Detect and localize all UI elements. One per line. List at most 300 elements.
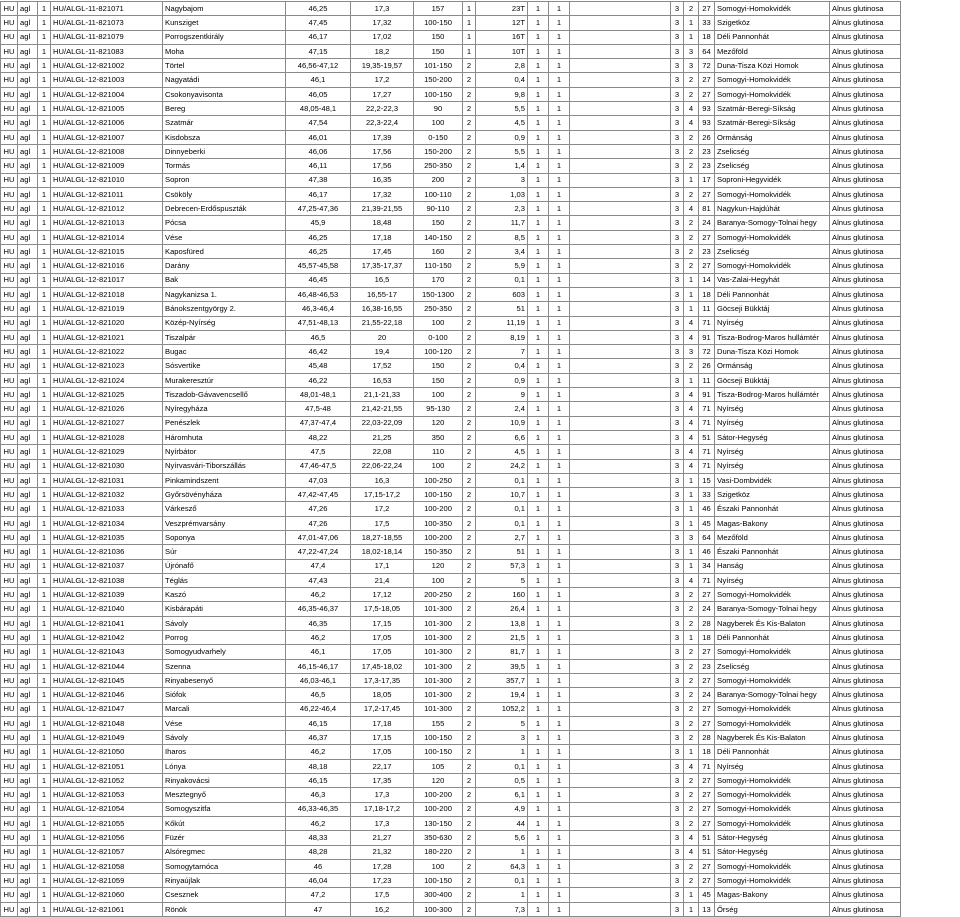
spacer-cell[interactable] (570, 416, 671, 430)
code-cell[interactable]: HU/ALGL-12-821054 (51, 802, 163, 816)
species-cell[interactable]: Alnus glutinosa (830, 316, 901, 330)
count-cell[interactable]: 1 (38, 473, 51, 487)
area-cell[interactable]: 10T (476, 44, 528, 58)
area-cell[interactable]: 26,4 (476, 602, 528, 616)
age-cell[interactable]: 2 (463, 187, 476, 201)
genus-cell[interactable]: agl (18, 359, 38, 373)
height-cell[interactable]: 1 (528, 702, 549, 716)
place-cell[interactable]: Sávoly (163, 731, 286, 745)
region-no-cell[interactable]: 71 (699, 316, 715, 330)
flag3-cell[interactable]: 2 (684, 187, 699, 201)
genus-cell[interactable]: agl (18, 116, 38, 130)
lat-cell[interactable]: 46,35 (286, 616, 351, 630)
code-cell[interactable]: HU/ALGL-12-821049 (51, 731, 163, 745)
lat-cell[interactable]: 46,42 (286, 345, 351, 359)
spacer-cell[interactable] (570, 316, 671, 330)
flag3-cell[interactable]: 4 (684, 445, 699, 459)
area-cell[interactable]: 8,5 (476, 230, 528, 244)
lat-cell[interactable]: 47,2 (286, 888, 351, 902)
height-cell[interactable]: 1 (528, 430, 549, 444)
altitude-cell[interactable]: 0-100 (414, 330, 463, 344)
genus-cell[interactable]: agl (18, 616, 38, 630)
age-cell[interactable]: 1 (463, 16, 476, 30)
species-cell[interactable]: Alnus glutinosa (830, 245, 901, 259)
count-cell[interactable]: 1 (38, 373, 51, 387)
height-cell[interactable]: 1 (528, 859, 549, 873)
region-cell[interactable]: Vasi-Dombvidék (715, 473, 830, 487)
country-cell[interactable]: HU (1, 159, 18, 173)
lat-cell[interactable]: 46 (286, 859, 351, 873)
country-cell[interactable]: HU (1, 116, 18, 130)
flag1-cell[interactable]: 1 (549, 859, 570, 873)
height-cell[interactable]: 1 (528, 230, 549, 244)
flag1-cell[interactable]: 1 (549, 731, 570, 745)
lat-cell[interactable]: 46,5 (286, 688, 351, 702)
genus-cell[interactable]: agl (18, 716, 38, 730)
count-cell[interactable]: 1 (38, 116, 51, 130)
height-cell[interactable]: 1 (528, 273, 549, 287)
flag1-cell[interactable]: 1 (549, 16, 570, 30)
flag2-cell[interactable]: 3 (671, 44, 684, 58)
altitude-cell[interactable]: 101-300 (414, 688, 463, 702)
species-cell[interactable]: Alnus glutinosa (830, 616, 901, 630)
age-cell[interactable]: 2 (463, 716, 476, 730)
place-cell[interactable]: Nagykanizsa 1. (163, 287, 286, 301)
region-no-cell[interactable]: 33 (699, 488, 715, 502)
flag1-cell[interactable]: 1 (549, 816, 570, 830)
genus-cell[interactable]: agl (18, 102, 38, 116)
flag3-cell[interactable]: 4 (684, 388, 699, 402)
code-cell[interactable]: HU/ALGL-12-821039 (51, 588, 163, 602)
count-cell[interactable]: 1 (38, 788, 51, 802)
species-cell[interactable]: Alnus glutinosa (830, 902, 901, 916)
lat-cell[interactable]: 48,01-48,1 (286, 388, 351, 402)
country-cell[interactable]: HU (1, 144, 18, 158)
altitude-cell[interactable]: 100-150 (414, 87, 463, 101)
age-cell[interactable]: 2 (463, 902, 476, 916)
region-cell[interactable]: Duna-Tisza Közi Homok (715, 59, 830, 73)
code-cell[interactable]: HU/ALGL-12-821027 (51, 416, 163, 430)
code-cell[interactable]: HU/ALGL-12-821047 (51, 702, 163, 716)
height-cell[interactable]: 1 (528, 631, 549, 645)
age-cell[interactable]: 2 (463, 59, 476, 73)
species-cell[interactable]: Alnus glutinosa (830, 87, 901, 101)
height-cell[interactable]: 1 (528, 216, 549, 230)
area-cell[interactable]: 0,1 (476, 273, 528, 287)
flag3-cell[interactable]: 2 (684, 144, 699, 158)
lon-cell[interactable]: 17,18-17,2 (351, 802, 414, 816)
code-cell[interactable]: HU/ALGL-12-821042 (51, 631, 163, 645)
region-no-cell[interactable]: 51 (699, 430, 715, 444)
country-cell[interactable]: HU (1, 30, 18, 44)
area-cell[interactable]: 5,9 (476, 259, 528, 273)
area-cell[interactable]: 4,5 (476, 116, 528, 130)
region-cell[interactable]: Baranya-Somogy-Tolnai hegy (715, 216, 830, 230)
flag2-cell[interactable]: 3 (671, 573, 684, 587)
place-cell[interactable]: Bugac (163, 345, 286, 359)
flag3-cell[interactable]: 2 (684, 802, 699, 816)
lat-cell[interactable]: 48,28 (286, 845, 351, 859)
lon-cell[interactable]: 17,5 (351, 516, 414, 530)
genus-cell[interactable]: agl (18, 688, 38, 702)
region-cell[interactable]: Göcseji Bükktáj (715, 373, 830, 387)
area-cell[interactable]: 51 (476, 302, 528, 316)
lat-cell[interactable]: 46,15 (286, 716, 351, 730)
altitude-cell[interactable]: 110 (414, 445, 463, 459)
code-cell[interactable]: HU/ALGL-12-821006 (51, 116, 163, 130)
area-cell[interactable]: 5 (476, 716, 528, 730)
area-cell[interactable]: 3 (476, 173, 528, 187)
lon-cell[interactable]: 17,05 (351, 645, 414, 659)
lat-cell[interactable]: 46,17 (286, 30, 351, 44)
flag3-cell[interactable]: 2 (684, 645, 699, 659)
spacer-cell[interactable] (570, 245, 671, 259)
flag2-cell[interactable]: 3 (671, 831, 684, 845)
area-cell[interactable]: 0,1 (476, 502, 528, 516)
count-cell[interactable]: 1 (38, 502, 51, 516)
spacer-cell[interactable] (570, 445, 671, 459)
species-cell[interactable]: Alnus glutinosa (830, 573, 901, 587)
region-cell[interactable]: Szigetköz (715, 16, 830, 30)
flag3-cell[interactable]: 4 (684, 416, 699, 430)
species-cell[interactable]: Alnus glutinosa (830, 659, 901, 673)
flag2-cell[interactable]: 3 (671, 73, 684, 87)
flag1-cell[interactable]: 1 (549, 230, 570, 244)
flag1-cell[interactable]: 1 (549, 402, 570, 416)
species-cell[interactable]: Alnus glutinosa (830, 459, 901, 473)
species-cell[interactable]: Alnus glutinosa (830, 673, 901, 687)
age-cell[interactable]: 2 (463, 502, 476, 516)
altitude-cell[interactable]: 155 (414, 716, 463, 730)
height-cell[interactable]: 1 (528, 645, 549, 659)
count-cell[interactable]: 1 (38, 459, 51, 473)
species-cell[interactable]: Alnus glutinosa (830, 402, 901, 416)
lon-cell[interactable]: 18,2 (351, 44, 414, 58)
area-cell[interactable]: 160 (476, 588, 528, 602)
spacer-cell[interactable] (570, 359, 671, 373)
region-no-cell[interactable]: 28 (699, 731, 715, 745)
height-cell[interactable]: 1 (528, 473, 549, 487)
lon-cell[interactable]: 17,02 (351, 30, 414, 44)
area-cell[interactable]: 57,3 (476, 559, 528, 573)
code-cell[interactable]: HU/ALGL-12-821012 (51, 202, 163, 216)
species-cell[interactable]: Alnus glutinosa (830, 602, 901, 616)
flag3-cell[interactable]: 2 (684, 673, 699, 687)
count-cell[interactable]: 1 (38, 230, 51, 244)
spacer-cell[interactable] (570, 573, 671, 587)
flag2-cell[interactable]: 3 (671, 159, 684, 173)
lon-cell[interactable]: 20 (351, 330, 414, 344)
genus-cell[interactable]: agl (18, 230, 38, 244)
altitude-cell[interactable]: 90-110 (414, 202, 463, 216)
country-cell[interactable]: HU (1, 731, 18, 745)
flag2-cell[interactable]: 3 (671, 859, 684, 873)
height-cell[interactable]: 1 (528, 659, 549, 673)
altitude-cell[interactable]: 101-300 (414, 645, 463, 659)
species-cell[interactable]: Alnus glutinosa (830, 502, 901, 516)
species-cell[interactable]: Alnus glutinosa (830, 202, 901, 216)
species-cell[interactable]: Alnus glutinosa (830, 759, 901, 773)
area-cell[interactable]: 21,5 (476, 631, 528, 645)
country-cell[interactable]: HU (1, 302, 18, 316)
code-cell[interactable]: HU/ALGL-12-821061 (51, 902, 163, 916)
species-cell[interactable]: Alnus glutinosa (830, 30, 901, 44)
place-cell[interactable]: Kisdobsza (163, 130, 286, 144)
country-cell[interactable]: HU (1, 902, 18, 916)
flag3-cell[interactable]: 4 (684, 330, 699, 344)
country-cell[interactable]: HU (1, 831, 18, 845)
region-no-cell[interactable]: 71 (699, 416, 715, 430)
age-cell[interactable]: 2 (463, 774, 476, 788)
lon-cell[interactable]: 17,3 (351, 788, 414, 802)
flag1-cell[interactable]: 1 (549, 702, 570, 716)
region-cell[interactable]: Hanság (715, 559, 830, 573)
flag3-cell[interactable]: 3 (684, 44, 699, 58)
lat-cell[interactable]: 46,3 (286, 788, 351, 802)
genus-cell[interactable]: agl (18, 888, 38, 902)
place-cell[interactable]: Siófok (163, 688, 286, 702)
region-no-cell[interactable]: 64 (699, 530, 715, 544)
altitude-cell[interactable]: 101-300 (414, 659, 463, 673)
place-cell[interactable]: Lónya (163, 759, 286, 773)
flag1-cell[interactable]: 1 (549, 659, 570, 673)
lat-cell[interactable]: 47,46-47,5 (286, 459, 351, 473)
age-cell[interactable]: 2 (463, 559, 476, 573)
code-cell[interactable]: HU/ALGL-12-821041 (51, 616, 163, 630)
lat-cell[interactable]: 46,25 (286, 2, 351, 16)
flag2-cell[interactable]: 3 (671, 902, 684, 916)
country-cell[interactable]: HU (1, 631, 18, 645)
flag1-cell[interactable]: 1 (549, 459, 570, 473)
country-cell[interactable]: HU (1, 102, 18, 116)
age-cell[interactable]: 2 (463, 745, 476, 759)
flag3-cell[interactable]: 4 (684, 202, 699, 216)
count-cell[interactable]: 1 (38, 673, 51, 687)
area-cell[interactable]: 5,5 (476, 102, 528, 116)
flag2-cell[interactable]: 3 (671, 416, 684, 430)
altitude-cell[interactable]: 157 (414, 2, 463, 16)
genus-cell[interactable]: agl (18, 530, 38, 544)
area-cell[interactable]: 6,6 (476, 430, 528, 444)
species-cell[interactable]: Alnus glutinosa (830, 488, 901, 502)
flag1-cell[interactable]: 1 (549, 2, 570, 16)
flag3-cell[interactable]: 4 (684, 573, 699, 587)
country-cell[interactable]: HU (1, 802, 18, 816)
flag3-cell[interactable]: 1 (684, 273, 699, 287)
species-cell[interactable]: Alnus glutinosa (830, 859, 901, 873)
genus-cell[interactable]: agl (18, 445, 38, 459)
place-cell[interactable]: Darány (163, 259, 286, 273)
age-cell[interactable]: 2 (463, 287, 476, 301)
flag1-cell[interactable]: 1 (549, 645, 570, 659)
genus-cell[interactable]: agl (18, 673, 38, 687)
code-cell[interactable]: HU/ALGL-12-821034 (51, 516, 163, 530)
area-cell[interactable]: 3 (476, 731, 528, 745)
spacer-cell[interactable] (570, 788, 671, 802)
place-cell[interactable]: Bak (163, 273, 286, 287)
flag2-cell[interactable]: 3 (671, 273, 684, 287)
altitude-cell[interactable]: 101-300 (414, 673, 463, 687)
spacer-cell[interactable] (570, 430, 671, 444)
flag3-cell[interactable]: 2 (684, 659, 699, 673)
place-cell[interactable]: Téglás (163, 573, 286, 587)
lat-cell[interactable]: 45,9 (286, 216, 351, 230)
flag2-cell[interactable]: 3 (671, 102, 684, 116)
count-cell[interactable]: 1 (38, 588, 51, 602)
place-cell[interactable]: Sopron (163, 173, 286, 187)
flag2-cell[interactable]: 3 (671, 516, 684, 530)
country-cell[interactable]: HU (1, 230, 18, 244)
region-cell[interactable]: Somogyi-Homokvidék (715, 802, 830, 816)
country-cell[interactable]: HU (1, 530, 18, 544)
lon-cell[interactable]: 17,15-17,2 (351, 488, 414, 502)
region-no-cell[interactable]: 93 (699, 116, 715, 130)
area-cell[interactable]: 6,1 (476, 788, 528, 802)
flag1-cell[interactable]: 1 (549, 616, 570, 630)
spacer-cell[interactable] (570, 16, 671, 30)
code-cell[interactable]: HU/ALGL-11-821079 (51, 30, 163, 44)
country-cell[interactable]: HU (1, 2, 18, 16)
lon-cell[interactable]: 17,18 (351, 230, 414, 244)
lon-cell[interactable]: 16,53 (351, 373, 414, 387)
country-cell[interactable]: HU (1, 216, 18, 230)
lon-cell[interactable]: 17,18 (351, 716, 414, 730)
spacer-cell[interactable] (570, 187, 671, 201)
genus-cell[interactable]: agl (18, 502, 38, 516)
country-cell[interactable]: HU (1, 502, 18, 516)
genus-cell[interactable]: agl (18, 731, 38, 745)
region-no-cell[interactable]: 18 (699, 30, 715, 44)
species-cell[interactable]: Alnus glutinosa (830, 645, 901, 659)
altitude-cell[interactable]: 100-110 (414, 187, 463, 201)
area-cell[interactable]: 2,7 (476, 530, 528, 544)
count-cell[interactable]: 1 (38, 902, 51, 916)
code-cell[interactable]: HU/ALGL-12-821032 (51, 488, 163, 502)
spacer-cell[interactable] (570, 102, 671, 116)
genus-cell[interactable]: agl (18, 516, 38, 530)
genus-cell[interactable]: agl (18, 488, 38, 502)
spacer-cell[interactable] (570, 631, 671, 645)
region-cell[interactable]: Nagyberek És Kis-Balaton (715, 616, 830, 630)
height-cell[interactable]: 1 (528, 116, 549, 130)
region-cell[interactable]: Somogyi-Homokvidék (715, 73, 830, 87)
age-cell[interactable]: 2 (463, 631, 476, 645)
region-no-cell[interactable]: 23 (699, 144, 715, 158)
lon-cell[interactable]: 17,3 (351, 816, 414, 830)
age-cell[interactable]: 2 (463, 144, 476, 158)
region-cell[interactable]: Nyírség (715, 416, 830, 430)
genus-cell[interactable]: agl (18, 73, 38, 87)
region-cell[interactable]: Nyírség (715, 573, 830, 587)
flag3-cell[interactable]: 2 (684, 731, 699, 745)
flag2-cell[interactable]: 3 (671, 116, 684, 130)
age-cell[interactable]: 2 (463, 402, 476, 416)
genus-cell[interactable]: agl (18, 87, 38, 101)
flag3-cell[interactable]: 2 (684, 874, 699, 888)
genus-cell[interactable]: agl (18, 802, 38, 816)
code-cell[interactable]: HU/ALGL-12-821014 (51, 230, 163, 244)
flag1-cell[interactable]: 1 (549, 273, 570, 287)
flag3-cell[interactable]: 4 (684, 459, 699, 473)
genus-cell[interactable]: agl (18, 759, 38, 773)
genus-cell[interactable]: agl (18, 302, 38, 316)
country-cell[interactable]: HU (1, 874, 18, 888)
genus-cell[interactable]: agl (18, 273, 38, 287)
lat-cell[interactable]: 47,26 (286, 502, 351, 516)
area-cell[interactable]: 11,19 (476, 316, 528, 330)
region-cell[interactable]: Tisza-Bodrog-Maros hullámtér (715, 330, 830, 344)
species-cell[interactable]: Alnus glutinosa (830, 102, 901, 116)
spacer-cell[interactable] (570, 159, 671, 173)
lat-cell[interactable]: 46,01 (286, 130, 351, 144)
lat-cell[interactable]: 48,05-48,1 (286, 102, 351, 116)
code-cell[interactable]: HU/ALGL-12-821045 (51, 673, 163, 687)
area-cell[interactable]: 0,1 (476, 759, 528, 773)
height-cell[interactable]: 1 (528, 573, 549, 587)
region-no-cell[interactable]: 27 (699, 230, 715, 244)
flag3-cell[interactable]: 2 (684, 159, 699, 173)
flag3-cell[interactable]: 2 (684, 588, 699, 602)
lon-cell[interactable]: 17,52 (351, 359, 414, 373)
region-cell[interactable]: Ormánság (715, 359, 830, 373)
region-no-cell[interactable]: 27 (699, 859, 715, 873)
count-cell[interactable]: 1 (38, 874, 51, 888)
region-cell[interactable]: Nyírség (715, 402, 830, 416)
region-no-cell[interactable]: 14 (699, 273, 715, 287)
place-cell[interactable]: Porrogszentkirály (163, 30, 286, 44)
country-cell[interactable]: HU (1, 316, 18, 330)
spacer-cell[interactable] (570, 774, 671, 788)
code-cell[interactable]: HU/ALGL-12-821008 (51, 144, 163, 158)
altitude-cell[interactable]: 140-150 (414, 230, 463, 244)
region-no-cell[interactable]: 72 (699, 59, 715, 73)
flag3-cell[interactable]: 1 (684, 559, 699, 573)
region-cell[interactable]: Zselicség (715, 159, 830, 173)
place-cell[interactable]: Vése (163, 230, 286, 244)
region-cell[interactable]: Somogyi-Homokvidék (715, 774, 830, 788)
area-cell[interactable]: 0,9 (476, 373, 528, 387)
region-no-cell[interactable]: 27 (699, 702, 715, 716)
region-no-cell[interactable]: 11 (699, 302, 715, 316)
code-cell[interactable]: HU/ALGL-12-821010 (51, 173, 163, 187)
country-cell[interactable]: HU (1, 716, 18, 730)
country-cell[interactable]: HU (1, 488, 18, 502)
region-cell[interactable]: Somogyi-Homokvidék (715, 259, 830, 273)
species-cell[interactable]: Alnus glutinosa (830, 516, 901, 530)
region-no-cell[interactable]: 27 (699, 187, 715, 201)
species-cell[interactable]: Alnus glutinosa (830, 530, 901, 544)
species-cell[interactable]: Alnus glutinosa (830, 745, 901, 759)
region-no-cell[interactable]: 15 (699, 473, 715, 487)
count-cell[interactable]: 1 (38, 159, 51, 173)
lat-cell[interactable]: 46,2 (286, 816, 351, 830)
place-cell[interactable]: Kőkút (163, 816, 286, 830)
height-cell[interactable]: 1 (528, 287, 549, 301)
flag1-cell[interactable]: 1 (549, 502, 570, 516)
area-cell[interactable]: 1 (476, 845, 528, 859)
lat-cell[interactable]: 47,4 (286, 559, 351, 573)
region-cell[interactable]: Somogyi-Homokvidék (715, 874, 830, 888)
region-cell[interactable]: Nyírség (715, 459, 830, 473)
species-cell[interactable]: Alnus glutinosa (830, 130, 901, 144)
age-cell[interactable]: 2 (463, 159, 476, 173)
flag1-cell[interactable]: 1 (549, 445, 570, 459)
genus-cell[interactable]: agl (18, 702, 38, 716)
country-cell[interactable]: HU (1, 259, 18, 273)
altitude-cell[interactable]: 150 (414, 44, 463, 58)
region-no-cell[interactable]: 45 (699, 888, 715, 902)
area-cell[interactable]: 2,8 (476, 59, 528, 73)
